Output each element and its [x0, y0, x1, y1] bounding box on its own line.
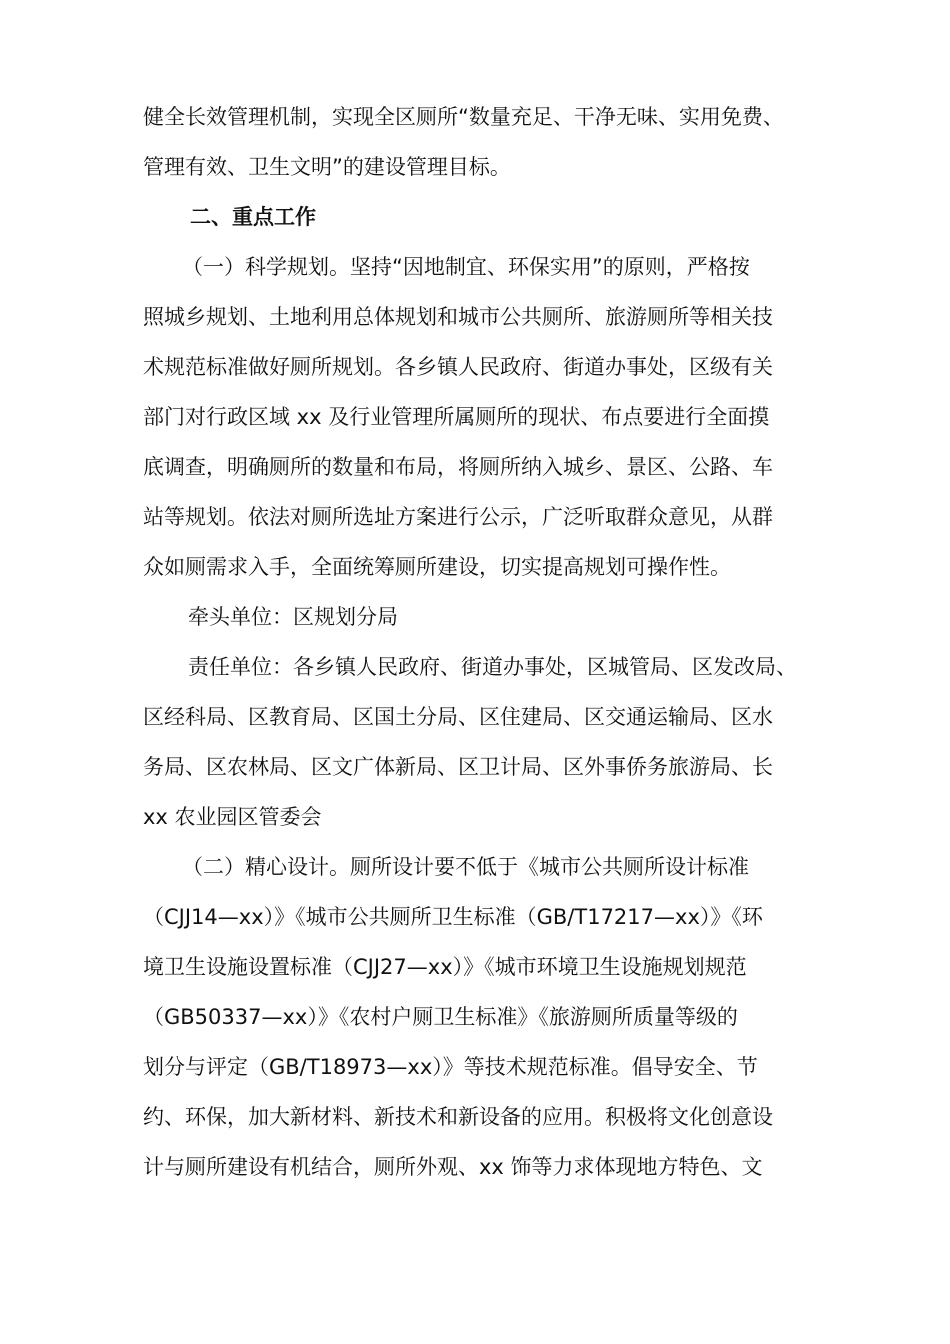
responsible-units-line: 责任单位：各乡镇人民政府、街道办事处，区城管局、区发改局、: [188, 655, 797, 679]
body-line: 约、环保，加大新材料、新技术和新设备的应用。积极将文化创意设: [143, 1105, 773, 1129]
body-line: 计与厕所建设有机结合，厕所外观、xx 饰等力求体现地方特色、文: [143, 1155, 763, 1179]
body-line: 管理有效、卫生文明”的建设管理目标。: [143, 155, 511, 179]
body-line: 区经科局、区教育局、区国土分局、区住建局、区交通运输局、区水: [143, 705, 773, 729]
body-line: （GB50337—xx）》《农村户厕卫生标准》《旅游厕所质量等级的: [143, 1005, 738, 1029]
body-line: 照城乡规划、土地利用总体规划和城市公共厕所、旅游厕所等相关技: [143, 305, 773, 329]
body-line: 底调查，明确厕所的数量和布局，将厕所纳入城乡、景区、公路、车: [143, 455, 773, 479]
body-line: 健全长效管理机制，实现全区厕所“数量充足、干净无味、实用免费、: [143, 105, 784, 129]
body-line: 部门对行政区域 xx 及行业管理所属厕所的现状、布点要进行全面摸: [143, 405, 770, 429]
body-line: xx 农业园区管委会: [143, 805, 322, 829]
body-line: 众如厕需求入手，全面统筹厕所建设，切实提高规划可操作性。: [143, 555, 731, 579]
body-line: 站等规划。依法对厕所选址方案进行公示，广泛听取群众意见，从群: [143, 505, 773, 529]
lead-unit-line: 牵头单位：区规划分局: [188, 605, 398, 629]
section-heading: 二、重点工作: [190, 205, 316, 229]
paragraph-first-line: （一）科学规划。坚持“因地制宜、环保实用”的原则，严格按: [182, 255, 750, 279]
body-line: 务局、区农林局、区文广体新局、区卫计局、区外事侨务旅游局、长: [143, 755, 773, 779]
body-line: 境卫生设施设置标准（CJJ27—xx）》《城市环境卫生设施规划规范: [143, 955, 747, 979]
body-line: （CJJ14—xx）》《城市公共厕所卫生标准（GB/T17217—xx）》《环: [143, 905, 763, 929]
paragraph-first-line: （二）精心设计。厕所设计要不低于《城市公共厕所设计标准: [182, 855, 749, 879]
body-line: 术规范标准做好厕所规划。各乡镇人民政府、街道办事处，区级有关: [143, 355, 773, 379]
body-line: 划分与评定（GB/T18973—xx）》等技术规范标准。倡导安全、节: [143, 1055, 758, 1079]
